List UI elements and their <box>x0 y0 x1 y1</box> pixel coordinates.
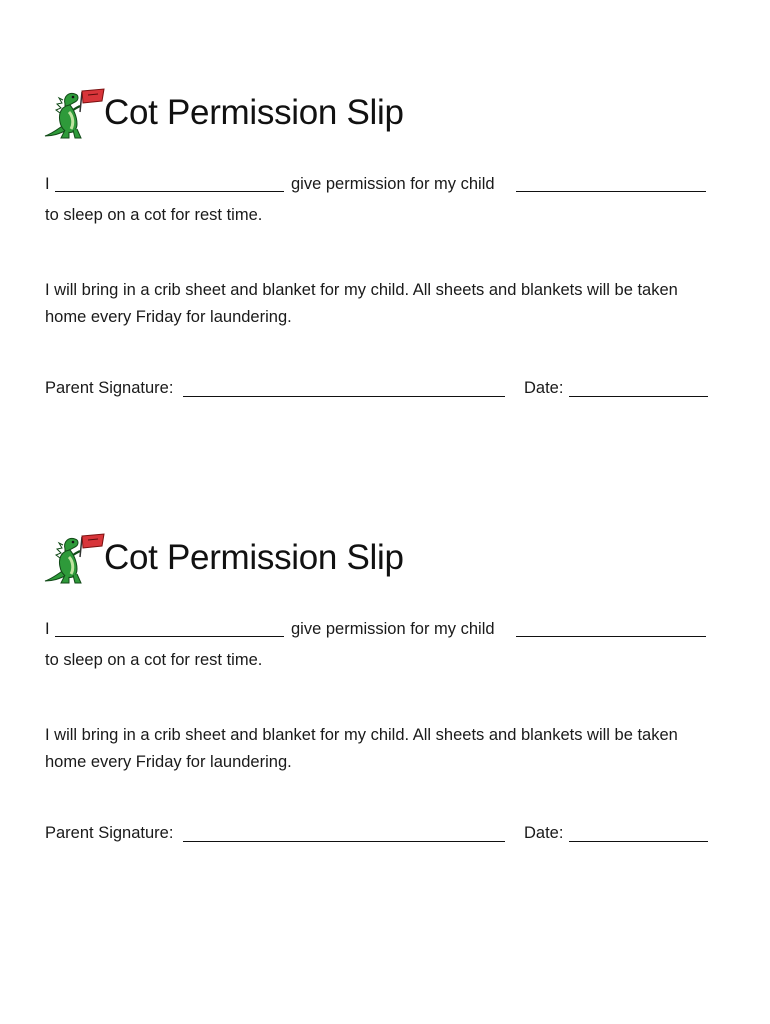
signature-field[interactable] <box>183 396 505 397</box>
bedding-paragraph: I will bring in a crib sheet and blanket for my child. All sheets and blankets will be taken home every Friday for laundering. <box>45 726 678 771</box>
date-field[interactable] <box>569 396 708 397</box>
parent-name-field[interactable] <box>55 636 284 637</box>
prefix-label: I <box>45 620 50 638</box>
date-label: Date: <box>524 379 564 397</box>
prefix-label: I <box>45 175 50 193</box>
sleep-text: to sleep on a cot for rest time. <box>45 206 263 224</box>
bedding-paragraph: I will bring in a crib sheet and blanket for my child. All sheets and blankets will be taken home every Friday for laundering. <box>45 281 678 326</box>
permission-slip <box>0 0 770 440</box>
signature-label: Parent Signature: <box>45 824 174 842</box>
page-title: Cot Permission Slip <box>104 93 404 132</box>
child-name-field[interactable] <box>516 636 706 637</box>
page-title: Cot Permission Slip <box>104 538 404 577</box>
sleep-text: to sleep on a cot for rest time. <box>45 651 263 669</box>
parent-name-field[interactable] <box>55 191 284 192</box>
date-field[interactable] <box>569 841 708 842</box>
give-permission-label: give permission for my child <box>291 620 495 638</box>
date-label: Date: <box>524 824 564 842</box>
signature-label: Parent Signature: <box>45 379 174 397</box>
child-name-field[interactable] <box>516 191 706 192</box>
signature-field[interactable] <box>183 841 505 842</box>
permission-slip <box>0 445 770 885</box>
give-permission-label: give permission for my child <box>291 175 495 193</box>
dinosaur-with-flag-icon <box>43 531 107 587</box>
dinosaur-with-flag-icon <box>43 86 107 142</box>
